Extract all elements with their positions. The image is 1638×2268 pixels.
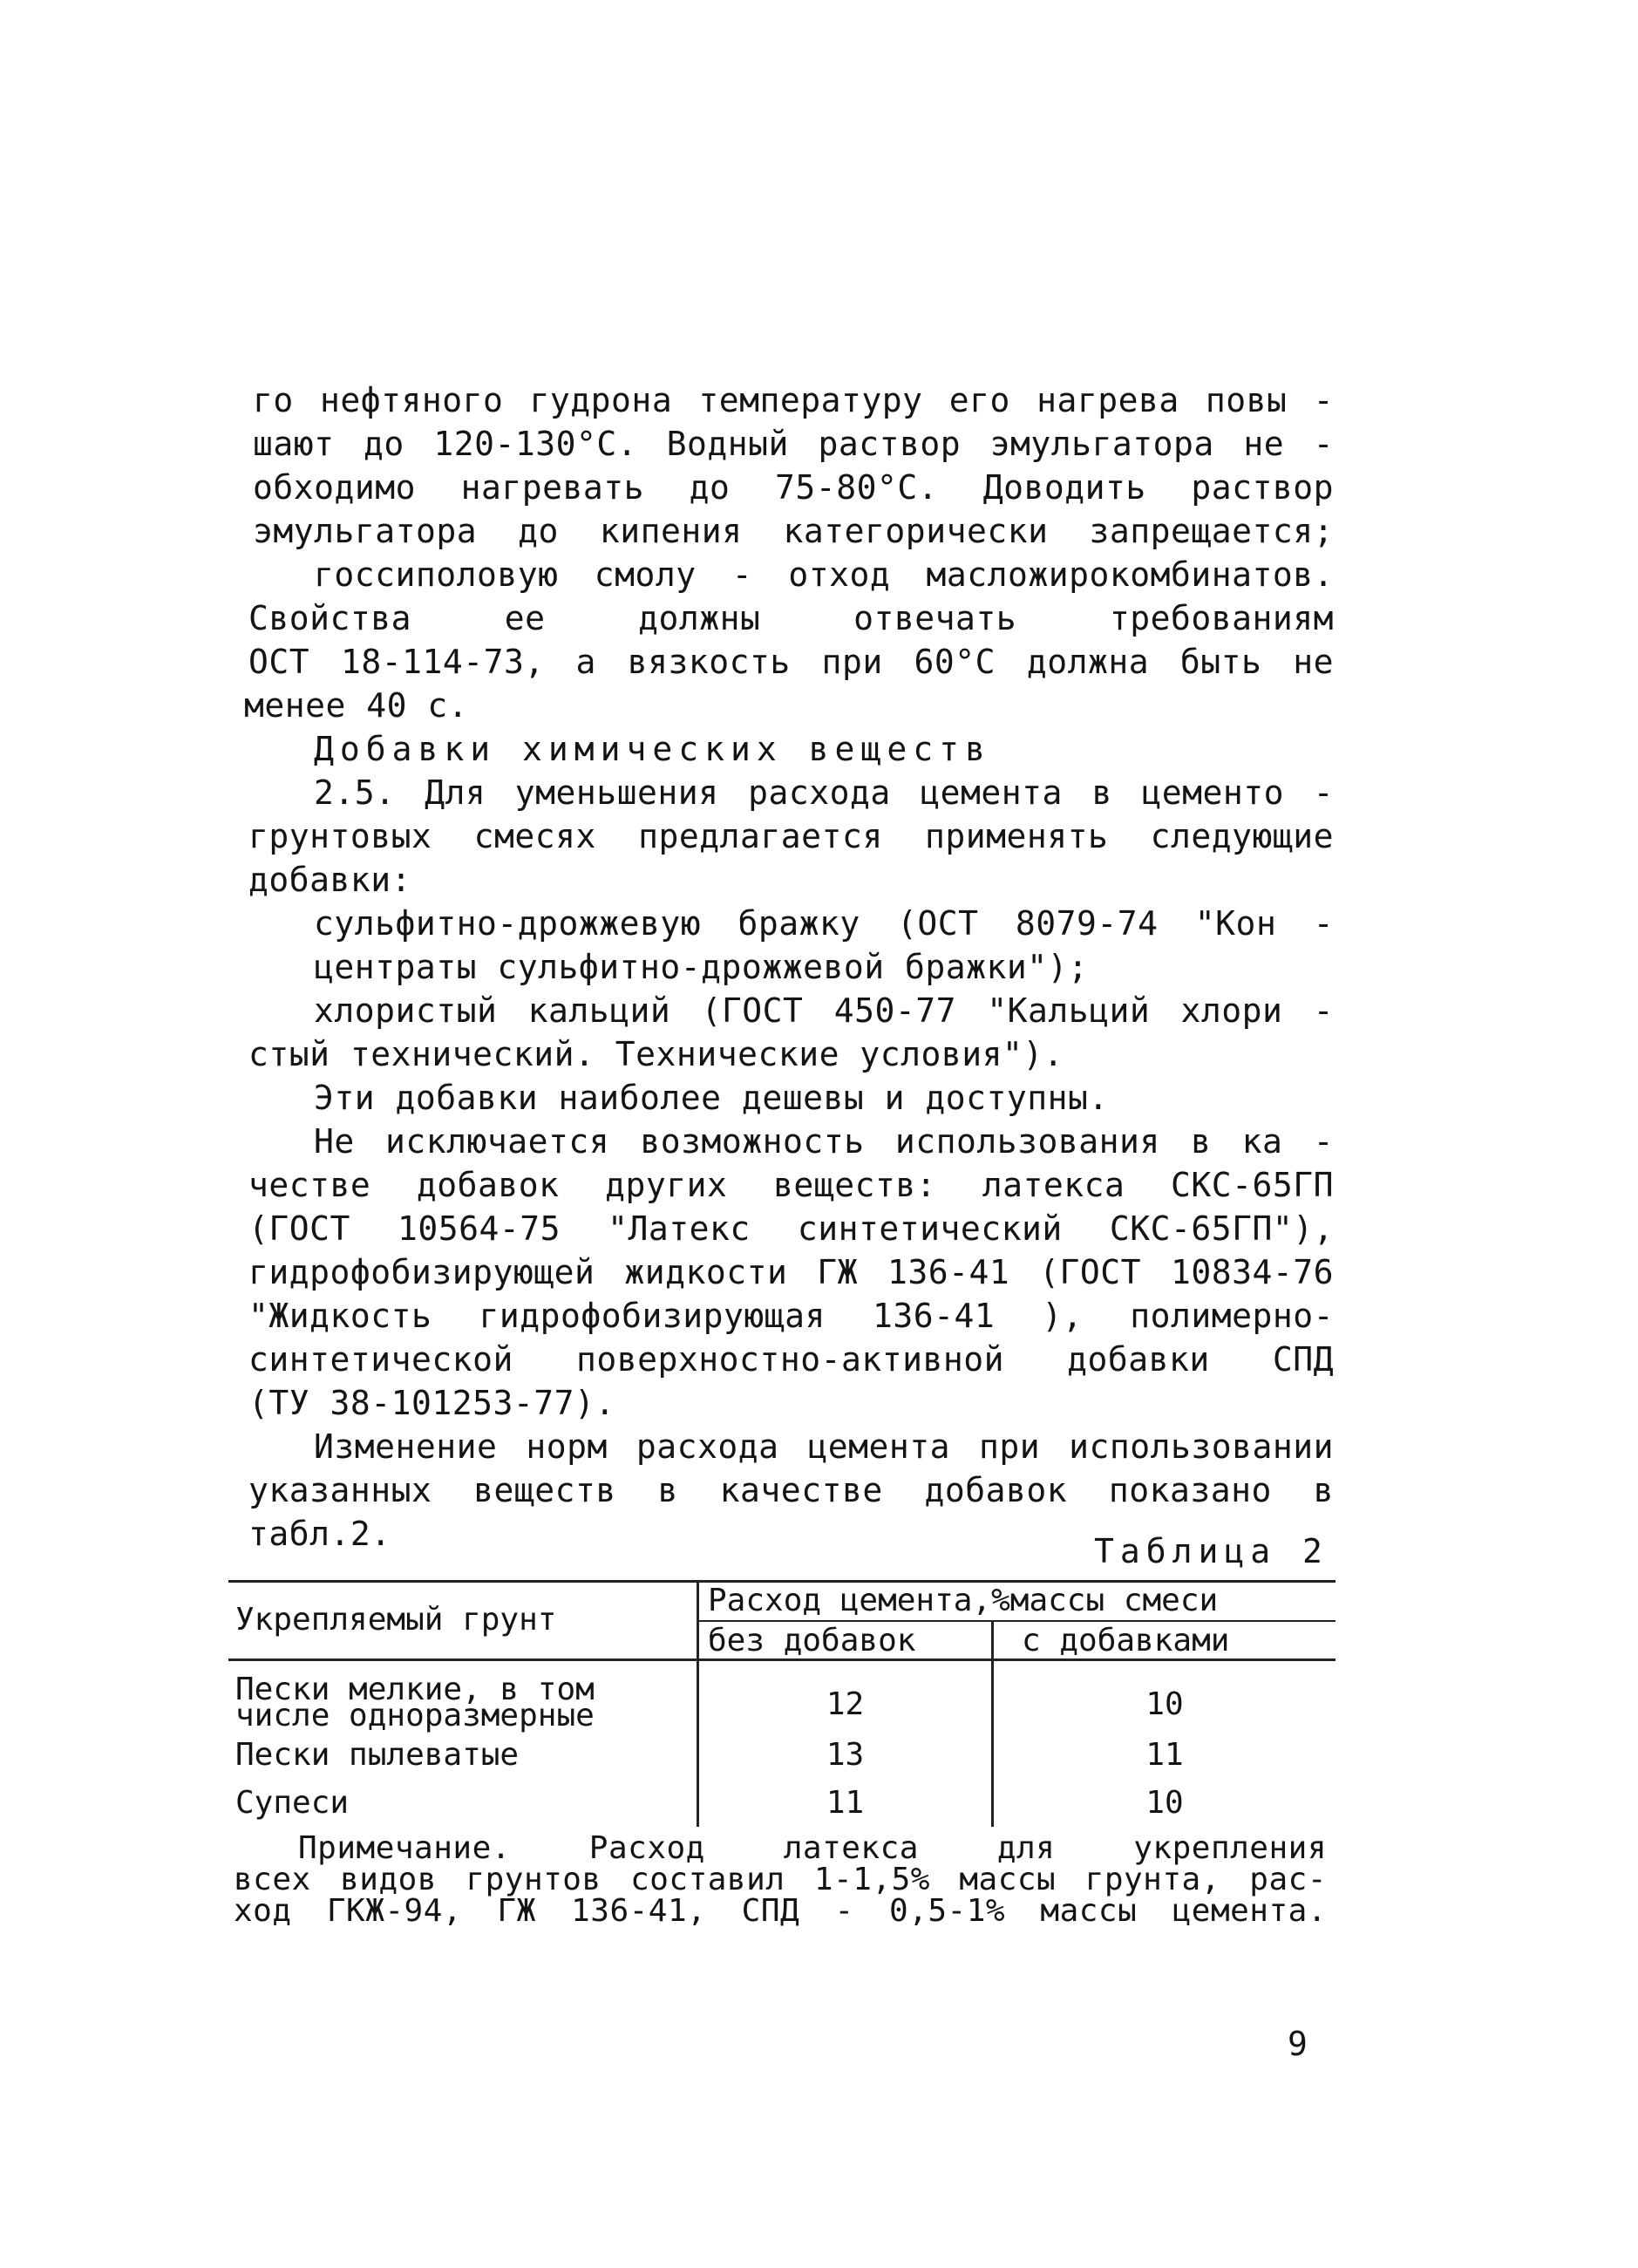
body-line: честве добавок других веществ: латекса СКС-65ГП — [248, 1166, 1334, 1204]
body-line: хлористый кальций (ГОСТ 450-77 "Кальций хлори - — [314, 991, 1334, 1030]
body-line: менее 40 с. — [244, 686, 469, 725]
body-line: добавки: — [248, 861, 412, 899]
body-line: госсиполовую смолу - отход масложирокомбинатов. — [314, 555, 1334, 594]
body-line: Не исключается возможность использования в ка - — [314, 1122, 1334, 1161]
page-number: 9 — [1288, 2025, 1308, 2063]
body-line: (ТУ 38-101253-77). — [248, 1384, 615, 1422]
header-with-additives: с добавками — [1022, 1623, 1230, 1658]
row-value-with: 10 — [1145, 1686, 1184, 1722]
body-line: указанных веществ в качестве добавок показано в — [248, 1471, 1334, 1509]
note-line: ход ГКЖ-94, ГЖ 136-41, СПД - 0,5-1% массы цемента. — [234, 1893, 1327, 1929]
body-line: центраты сульфитно-дрожжевой бражки"); — [314, 948, 1089, 986]
body-line: го нефтяного гудрона температуру его нагрева повы - — [253, 381, 1334, 419]
body-line: синтетической поверхностно-активной добавки СПД — [248, 1340, 1334, 1379]
header-soil: Укрепляемый грунт — [235, 1602, 557, 1638]
row-value-without: 12 — [826, 1686, 865, 1722]
row-soil-label: Пески мелкие, в том — [235, 1672, 595, 1707]
row-value-without: 13 — [826, 1737, 865, 1773]
cement-table — [228, 1570, 1336, 1827]
note-line: Примечание. Расход латекса для укрепления — [298, 1830, 1327, 1866]
body-line: (ГОСТ 10564-75 "Латекс синтетический СКС-65ГП"), — [248, 1209, 1334, 1248]
row-soil-label: числе одноразмерные — [235, 1698, 595, 1733]
header-without-additives: без добавок — [708, 1623, 916, 1658]
group-header-rule — [699, 1620, 1336, 1622]
body-line: грунтовых смесях предлагается применять следующие — [248, 817, 1334, 855]
row-soil-label: Супеси — [235, 1785, 350, 1821]
header-cement-group: Расход цемента,%массы смеси — [708, 1583, 1219, 1618]
body-line: сульфитно-дрожжевую бражку (ОСТ 8079-74 "Кон - — [314, 904, 1334, 943]
body-line: табл.2. — [248, 1515, 391, 1553]
row-value-without: 11 — [826, 1785, 865, 1821]
body-line: Свойства ее должны отвечать требованиям — [248, 599, 1334, 637]
section-heading: Добавки химических веществ — [314, 730, 991, 768]
table-caption: Таблица 2 — [1094, 1532, 1329, 1570]
body-line: стый технический. Технические условия"). — [248, 1035, 1064, 1073]
body-line: ОСТ 18-114-73, а вязкость при 60°С должна быть не — [248, 643, 1334, 681]
row-value-with: 10 — [1145, 1785, 1184, 1821]
body-line: эмульгатора до кипения категорически запрещается; — [253, 512, 1334, 550]
body-line: Изменение норм расхода цемента при использовании — [314, 1427, 1334, 1466]
row-soil-label: Пески пылеватые — [235, 1737, 520, 1773]
header-bottom-rule — [228, 1658, 1336, 1661]
body-line: "Жидкость гидрофобизирующая 136-41 ), полимерно- — [248, 1297, 1334, 1335]
body-line: шают до 120-130°С. Водный раствор эмульгатора не - — [253, 425, 1334, 463]
body-line: обходимо нагревать до 75-80°С. Доводить раствор — [253, 468, 1334, 507]
note-line: всех видов грунтов составил 1-1,5% массы грунта, рас- — [234, 1862, 1327, 1897]
body-line: гидрофобизирующей жидкости ГЖ 136-41 (ГОСТ 10834-76 — [248, 1253, 1334, 1291]
body-line: Эти добавки наиболее дешевы и доступны. — [314, 1079, 1109, 1117]
row-value-with: 11 — [1145, 1737, 1184, 1773]
body-line: 2.5. Для уменьшения расхода цемента в цементо - — [314, 773, 1334, 812]
